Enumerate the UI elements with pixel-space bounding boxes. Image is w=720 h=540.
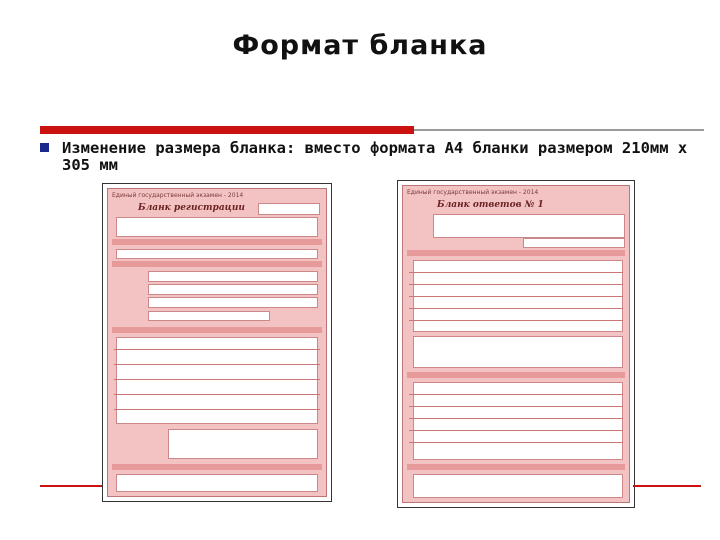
registration-form-image — [107, 188, 327, 497]
form-name: Бланк ответов № 1 — [437, 200, 544, 210]
form-header: Единый государственный экзамен - 2014 — [407, 189, 539, 196]
bullet-text: Изменение размера бланка: вместо формата А4 бланки размером 210мм х 305 мм — [62, 139, 688, 174]
form-header: Единый государственный экзамен - 2014 — [112, 192, 244, 199]
footer-rule-right — [633, 485, 701, 487]
registration-form-frame — [102, 183, 332, 502]
title-underline-red — [40, 126, 414, 134]
title-underline-gray — [414, 129, 704, 131]
bullet-point — [40, 140, 712, 174]
bullet-square-icon — [40, 143, 49, 152]
answer-form-frame — [397, 180, 635, 508]
answer-form-image — [402, 185, 630, 503]
form-name: Бланк регистрации — [138, 203, 245, 213]
slide-title: Формат бланка — [232, 30, 488, 61]
footer-rule-left — [40, 485, 102, 487]
